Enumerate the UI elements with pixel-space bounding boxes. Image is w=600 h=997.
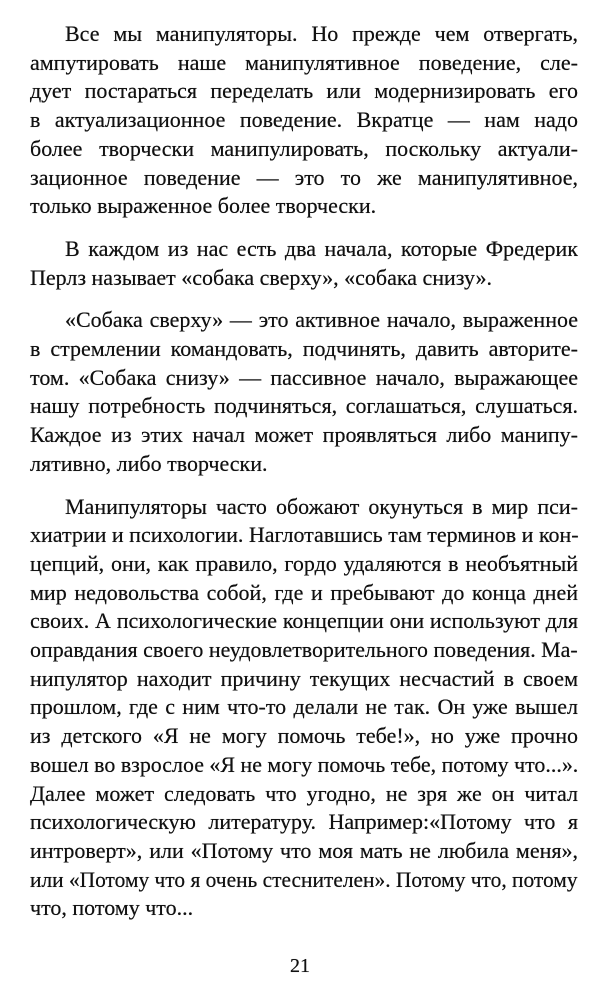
text-line: мир недовольства собой, где и пребывают до конца дней — [30, 579, 578, 605]
text-line: «Собака сверху» — это активное начало, выраженное — [65, 307, 578, 333]
paragraph — [30, 306, 578, 478]
text-line: своих. А психологические концепции они используют для — [30, 608, 578, 634]
text-line: цепций, они, как правило, гордо удаляются в необъятный — [30, 550, 578, 576]
text-line: нашу потребность подчиняться, соглашаться, слушаться. — [30, 393, 578, 419]
text-line: психологическую литературу. Например:«Потому что я — [30, 809, 578, 835]
text-line: В каждом из нас есть два начала, которые Фредерик — [65, 235, 578, 261]
text-line: Далее может следовать что угодно, не зря же он читал — [30, 780, 578, 806]
text-line: вошел во взрослое «Я не могу помочь тебе, потому что...». — [30, 751, 579, 777]
text-line: Перлз называет «собака сверху», «собака снизу». — [30, 264, 493, 290]
paragraph — [30, 235, 578, 292]
text-line: что, потому что... — [30, 895, 194, 921]
text-line: из детского «Я не могу помочь тебе!», но уже прочно — [30, 723, 578, 749]
page-number: 21 — [290, 955, 310, 977]
text-line: нипулятор находит причину текущих несчастий в своем — [30, 665, 578, 691]
text-line: том. «Собака снизу» — пассивное начало, выражающее — [30, 364, 578, 390]
text-line: Каждое из этих начал может проявляться либо манипу- — [30, 422, 578, 448]
paragraph — [30, 20, 578, 221]
text-line: или «Потому что я очень стеснителен». Потому что, потому — [30, 866, 578, 892]
text-line: лятивно, либо творчески. — [30, 450, 268, 476]
paragraph — [30, 493, 578, 924]
text-line: оправдания своего неудовлетворительного поведения. Ма- — [30, 637, 578, 663]
page-body — [30, 20, 578, 937]
text-line: Манипуляторы часто обожают окунуться в мир пси- — [65, 493, 578, 519]
text-line: хиатрии и психологии. Наглотавшись там терминов и кон- — [30, 522, 579, 548]
text-line: в актуализационное поведение. Вкратце — нам надо — [30, 107, 578, 133]
text-line: ампутировать наше манипулятивное поведение, сле- — [30, 49, 578, 75]
text-line: только выраженное более творчески. — [30, 193, 377, 219]
text-line: зационное поведение — это то же манипулятивное, — [30, 164, 578, 190]
text-line: Все мы манипуляторы. Но прежде чем отвергать, — [65, 21, 578, 46]
text-line: дует постараться переделать или модернизировать его — [30, 78, 578, 104]
text-line: в стремлении командовать, подчинять, давить авторите- — [30, 336, 578, 362]
text-line: прошлом, где с ним что-то делали не так. Он уже вышел — [30, 694, 578, 720]
text-line: более творчески манипулировать, поскольку актуали- — [30, 135, 578, 161]
text-line: интроверт», или «Потому что моя мать не любила меня», — [30, 837, 578, 863]
